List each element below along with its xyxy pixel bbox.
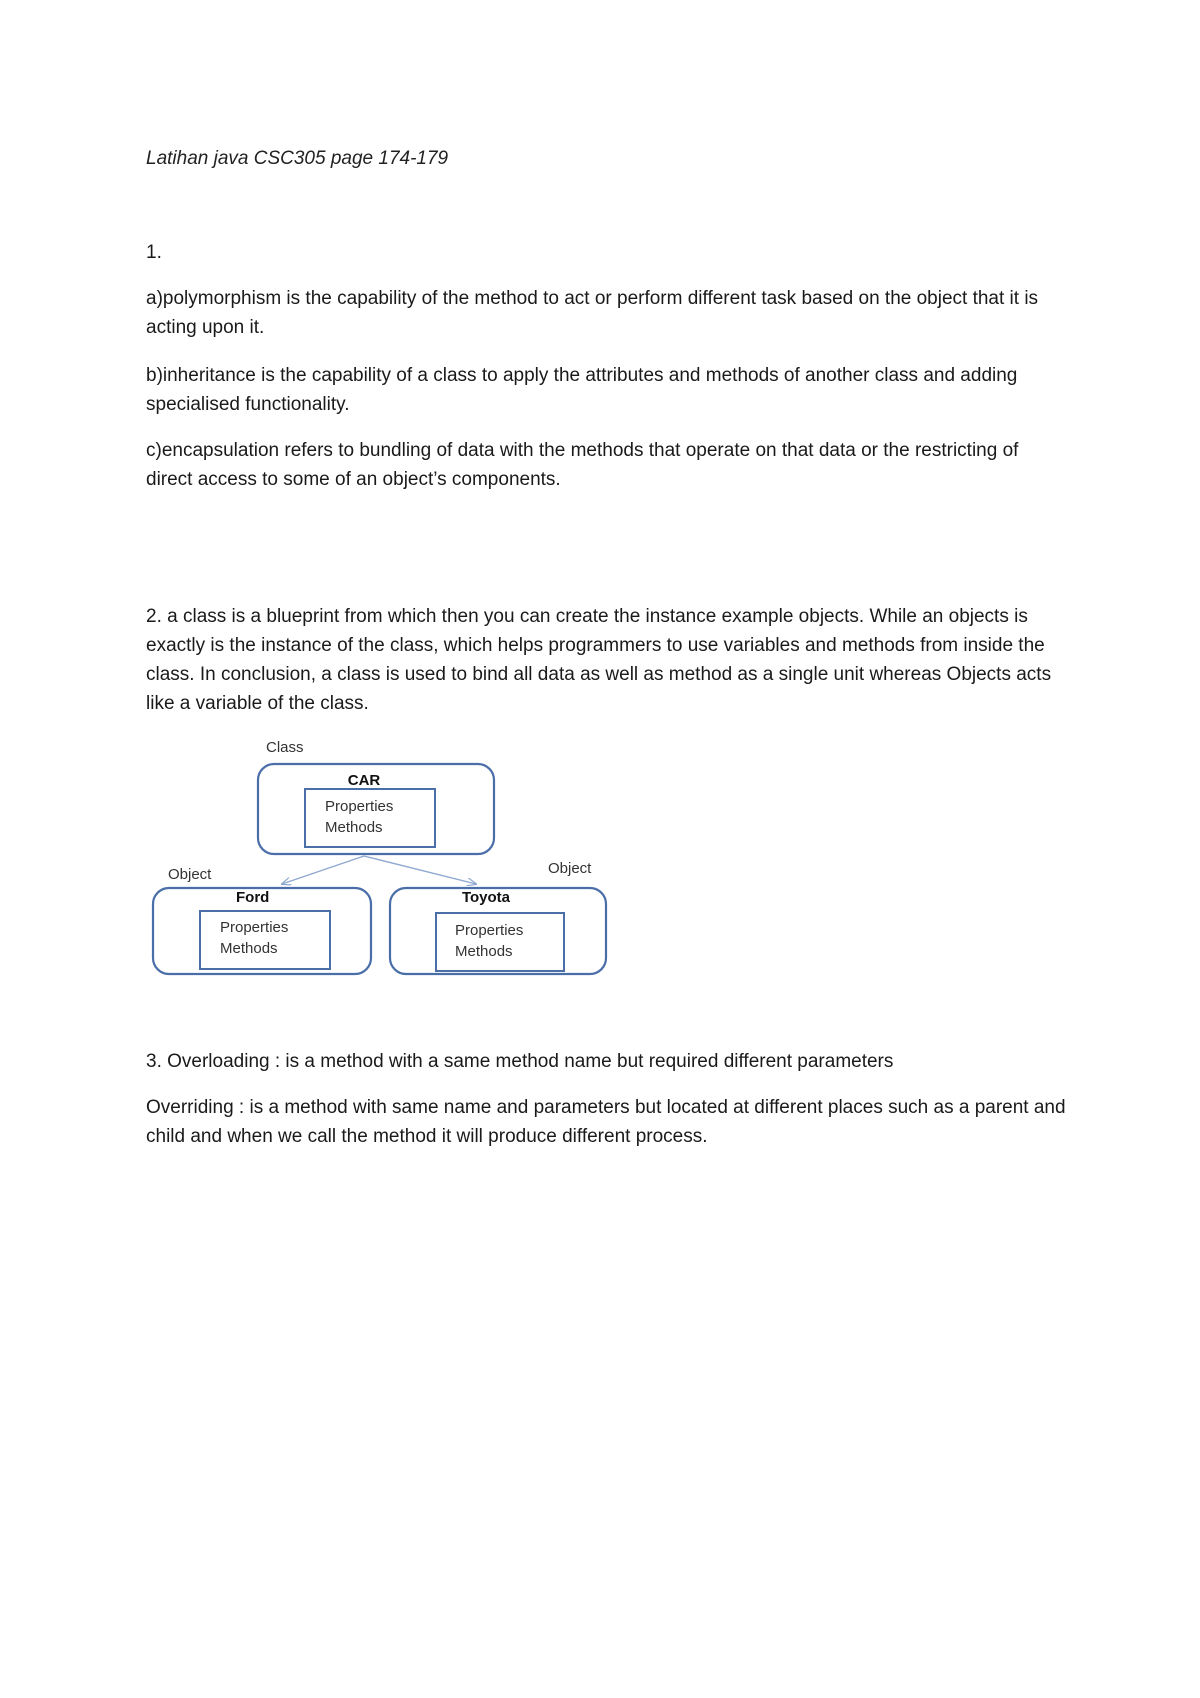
- toyota-object-name: Toyota: [461, 889, 511, 906]
- diagram-object-label-right: Object: [548, 860, 592, 877]
- answer-3-overloading: 3. Overloading : is a method with a same method name but required different parameters: [146, 1051, 894, 1072]
- arrow-to-ford: [282, 856, 364, 884]
- answer-3-overriding: Overriding : is a method with same name and parameters but located at different places such as a parent and child and when we call the method it will produce different process.: [146, 1097, 1066, 1147]
- ford-object-name: Ford: [236, 889, 270, 906]
- toyota-object-box: [390, 888, 606, 974]
- answer-1a-polymorphism: a)polymorphism is the capability of the method to act or perform different task based on the object that it is acting upon it.: [146, 288, 1039, 338]
- ford-object-box: [153, 888, 371, 974]
- arrow-to-toyota: [364, 856, 476, 884]
- ford-members-box: [200, 911, 330, 969]
- car-class-name: CAR: [347, 772, 381, 789]
- car-members-box: [305, 789, 435, 847]
- car-properties-label: Properties: [325, 798, 394, 815]
- answer-2-class-vs-object: 2. a class is a blueprint from which then you can create the instance example objects. While an objects is exactly is the instance of the class, which helps programmers to use variables and methods from inside the class. In conclusion, a class is used to bind all data as well as method as a single unit whereas Objects acts like a variable of the class.: [146, 606, 1052, 714]
- answer-1b-inheritance: b)inheritance is the capability of a class to apply the attributes and methods of another class and adding specialised functionality.: [146, 365, 1018, 415]
- car-class-box: [258, 764, 494, 854]
- ford-methods-label: Methods: [220, 940, 278, 957]
- diagram-class-label: Class: [266, 739, 304, 756]
- answer-1c-encapsulation: c)encapsulation refers to bundling of data with the methods that operate on that data or the restricting of direct access to some of an object’s components.: [146, 440, 1019, 490]
- toyota-members-box: [436, 913, 564, 971]
- diagram-object-label-left: Object: [168, 866, 212, 883]
- ford-properties-label: Properties: [220, 919, 289, 936]
- toyota-properties-label: Properties: [455, 922, 524, 939]
- question-1-number: 1.: [146, 242, 162, 263]
- document-title: Latihan java CSC305 page 174-179: [146, 148, 449, 169]
- toyota-methods-label: Methods: [455, 943, 513, 960]
- car-methods-label: Methods: [325, 819, 383, 836]
